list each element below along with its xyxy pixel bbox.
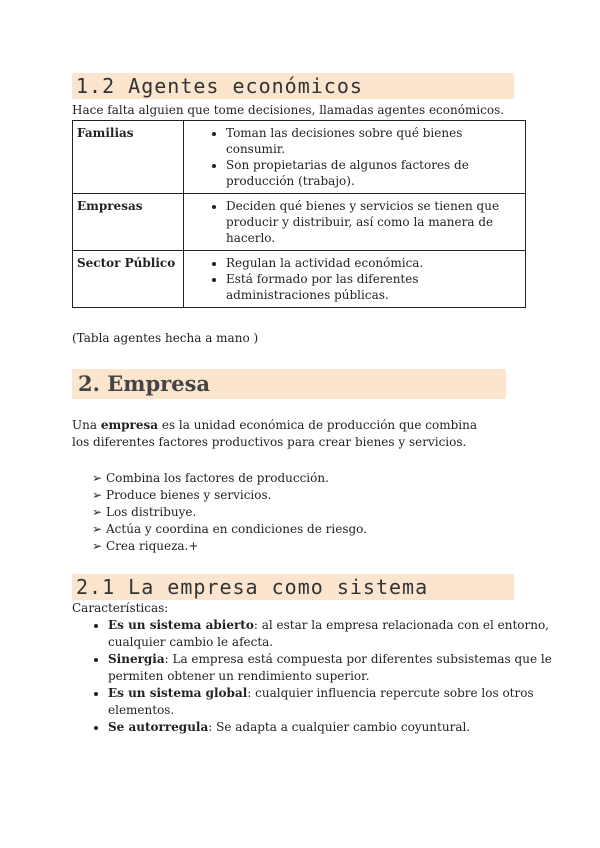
arrow-bullet-icon: ➢ <box>92 471 103 485</box>
section-heading-agentes: 1.2 Agentes económicos <box>72 73 514 99</box>
empresa-list <box>72 470 528 555</box>
list-item: • Es un sistema abierto: al estar la empresa relacionada con el entorno, cualquier cambio le afecta. <box>108 617 562 651</box>
list-item: ➢ Combina los factores de producción. <box>92 471 329 485</box>
row-label: Familias <box>73 121 184 194</box>
list-item: • Regulan la actividad económica. <box>226 255 521 271</box>
arrow-bullet-icon: ➢ <box>92 488 103 502</box>
section-heading-sistema: 2.1 La empresa como sistema <box>72 574 514 600</box>
row-label: Empresas <box>73 194 184 251</box>
list-item: • Toman las decisiones sobre qué bienes consumir. <box>226 125 521 157</box>
row-content <box>184 251 526 308</box>
list-item: ➢ Produce bienes y servicios. <box>92 488 272 502</box>
list-item: • Deciden qué bienes y servicios se tienen que producir y distribuir, así como la manera de hacerlo. <box>226 198 521 246</box>
agents-table <box>72 120 526 308</box>
list-item: ➢ Los distribuye. <box>92 505 197 519</box>
caracteristicas-list <box>72 617 562 736</box>
row-label: Sector Público <box>73 251 184 308</box>
list-item: • Son propietarias de algunos factores de producción (trabajo). <box>226 157 521 189</box>
list-item: ➢ Crea riqueza.+ <box>92 539 199 553</box>
row-content <box>184 121 526 194</box>
caracteristicas-label: Características: <box>72 601 169 615</box>
list-item: • Se autorregula: Se adapta a cualquier cambio coyuntural. <box>108 719 562 736</box>
empresa-term: empresa <box>100 418 159 432</box>
empresa-definition: Una empresa es la unidad económica de producción que combina los diferentes factores productivos para crear bienes y servicios. <box>72 418 478 449</box>
agentes-intro: Hace falta alguien que tome decisiones, llamadas agentes económicos. <box>72 103 505 117</box>
list-item: • Está formado por las diferentes administraciones públicas. <box>226 271 521 303</box>
arrow-bullet-icon: ➢ <box>92 522 103 536</box>
list-item: • Es un sistema global: cualquier influencia repercute sobre los otros elementos. <box>108 685 562 719</box>
table-note: (Tabla agentes hecha a mano ) <box>72 331 259 345</box>
list-item: ➢ Actúa y coordina en condiciones de riesgo. <box>92 522 367 536</box>
table-row <box>73 121 526 194</box>
row-content <box>184 194 526 251</box>
arrow-bullet-icon: ➢ <box>92 539 103 553</box>
arrow-bullet-icon: ➢ <box>92 505 103 519</box>
table-row <box>73 251 526 308</box>
table-row <box>73 194 526 251</box>
list-item: • Sinergia: La empresa está compuesta por diferentes subsistemas que le permiten obtener un rendimiento superior. <box>108 651 562 685</box>
section-heading-empresa: 2. Empresa <box>72 369 506 399</box>
